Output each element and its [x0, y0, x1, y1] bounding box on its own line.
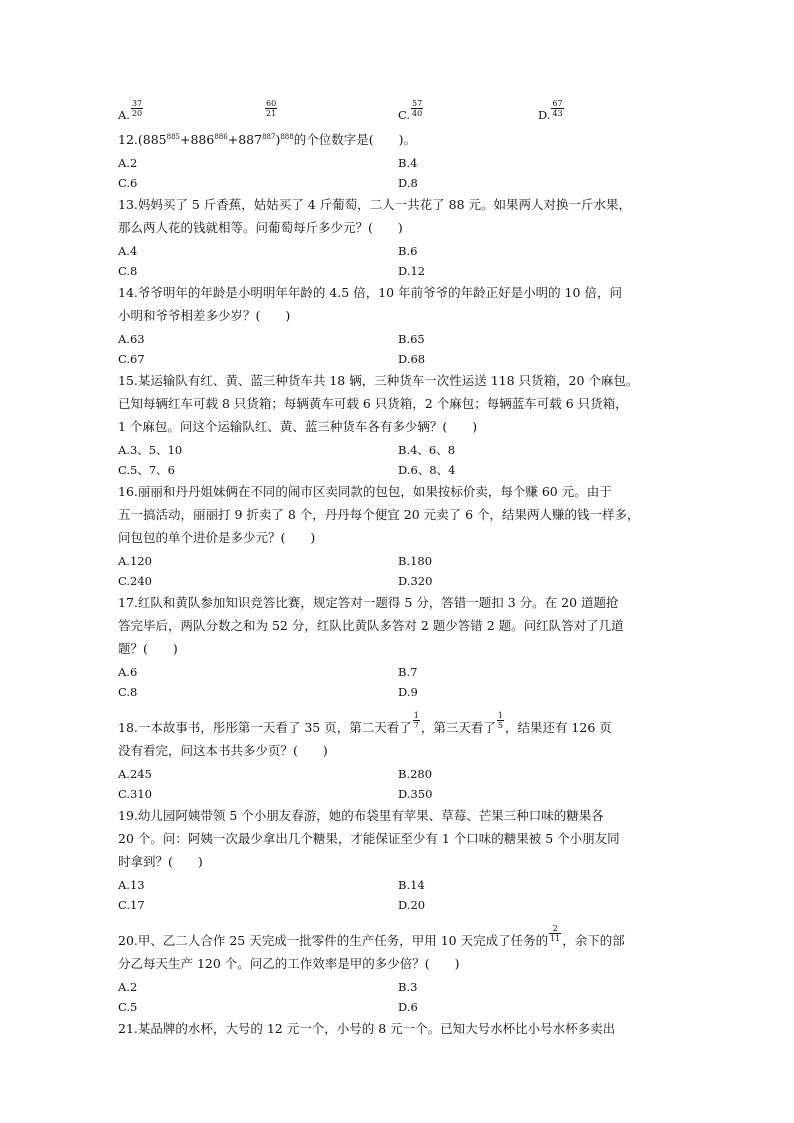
option: C.8 — [118, 685, 138, 700]
exponent: 887 — [262, 133, 276, 141]
option: C.6 — [118, 176, 138, 191]
option: D.9 — [398, 685, 418, 700]
option: A.245 — [118, 767, 152, 782]
question-line: 17.红队和黄队参加知识竞答比赛，规定答对一题得 5 分，答错一题扣 3 分。在 20 道题抢 — [118, 595, 619, 611]
question-19 — [118, 804, 688, 915]
option: A.4 — [118, 244, 138, 259]
option: B.7 — [398, 665, 418, 680]
option: B.6 — [398, 244, 418, 259]
denominator: 11 — [550, 934, 561, 944]
question-line: 题？( ) — [118, 641, 178, 657]
option: A.6 — [118, 665, 138, 680]
option: B.14 — [398, 878, 425, 893]
option: C.310 — [118, 787, 152, 802]
question-line: 15.某运输队有红、黄、蓝三种货车共 18 辆，三种货车一次性运送 118 只货箱，20 个麻包。 — [118, 373, 639, 389]
numerator: 37 — [131, 98, 143, 108]
q20-text: 20.甲、乙二人合作 25 天完成一批零件的生产任务，甲用 10 天完成了任务的 — [118, 933, 549, 949]
option: B.280 — [398, 767, 433, 782]
question-line — [118, 924, 688, 952]
fraction — [131, 99, 143, 118]
q11-option-d — [538, 98, 565, 126]
option: C.17 — [118, 898, 145, 913]
q18-text: ，结果还有 126 页 — [504, 720, 612, 736]
question-21 — [118, 1017, 688, 1040]
fraction — [411, 99, 423, 118]
numerator: 57 — [412, 98, 423, 108]
denominator: 7 — [413, 721, 419, 731]
fraction — [413, 711, 420, 730]
question-17 — [118, 591, 688, 702]
option: A.63 — [118, 332, 145, 347]
fraction — [497, 711, 504, 730]
question-12 — [118, 126, 688, 151]
option: D.12 — [398, 264, 426, 279]
option: C.5 — [118, 1000, 138, 1015]
option: B.180 — [398, 554, 433, 569]
fraction — [549, 924, 561, 943]
question-line: 分乙每天生产 120 个。问乙的工作效率是甲的多少倍？( ) — [118, 956, 460, 972]
option: D.20 — [398, 898, 426, 913]
option: D.320 — [398, 574, 433, 589]
q11-option-a — [118, 98, 264, 126]
denominator: 5 — [497, 721, 503, 731]
option: A.120 — [118, 554, 152, 569]
q12-text: +886 — [180, 132, 215, 148]
denominator: 20 — [131, 108, 143, 118]
q19-options — [118, 875, 688, 915]
question-line: 16.丽丽和丹丹姐妹俩在不同的闹市区卖同款的包包，如果按标价卖，每个赚 60 元。由于 — [118, 484, 612, 500]
question-line: 19.幼儿园阿姨带领 5 个小朋友春游，她的布袋里有苹果、草莓、芒果三种口味的糖果各 — [118, 808, 604, 824]
option: D.6 — [398, 1000, 418, 1015]
question-line: 已知每辆红车可载 8 只货箱；每辆黄车可载 6 只货箱，2 个麻包；每辆蓝车可载 6 只货箱， — [118, 396, 628, 412]
q20-text: ，余下的部 — [562, 933, 625, 949]
q13-options — [118, 241, 688, 281]
numerator: 60 — [266, 98, 277, 108]
option: C.8 — [118, 264, 138, 279]
q11-options — [118, 98, 688, 126]
option-letter: C. — [398, 108, 411, 122]
q12-text: 12.(885 — [118, 132, 167, 148]
q15-options — [118, 440, 688, 480]
question-line: 14.爷爷明年的年龄是小明明年年龄的 4.5 倍，10 年前爷爷的年龄正好是小明的 10 倍，问 — [118, 285, 622, 301]
option: C.67 — [118, 352, 145, 367]
question-20 — [118, 924, 688, 1017]
question-line: 1 个麻包。问这个运输队红、黄、蓝三种货车各有多少辆？( ) — [118, 419, 478, 435]
option: A.3、5、10 — [118, 443, 183, 458]
question-15 — [118, 369, 688, 480]
option: D.8 — [398, 176, 418, 191]
q17-options — [118, 662, 688, 702]
numerator: 1 — [497, 711, 503, 721]
q12-text: ) — [275, 132, 281, 148]
option: A.2 — [118, 156, 138, 171]
option: D.350 — [398, 787, 433, 802]
denominator: 40 — [412, 108, 423, 118]
question-13 — [118, 193, 688, 281]
question-line — [118, 711, 688, 739]
exponent: 886 — [214, 133, 228, 141]
q16-options — [118, 551, 688, 591]
fraction — [265, 99, 277, 118]
question-14 — [118, 281, 688, 369]
q12-text: 的个位数字是( )。 — [293, 132, 416, 148]
exam-page — [118, 96, 688, 1040]
q20-options — [118, 977, 688, 1017]
question-18 — [118, 711, 688, 804]
question-line: 那么两人花的钱就相等。问葡萄每斤多少元？( ) — [118, 220, 403, 236]
denominator: 21 — [266, 108, 277, 118]
option: B.3 — [398, 980, 418, 995]
question-line: 时拿到？( ) — [118, 854, 203, 870]
question-line: 问包包的单个进价是多少元？( ) — [118, 530, 316, 546]
question-line: 答完毕后，两队分数之和为 52 分，红队比黄队多答对 2 题少答错 2 题。问红队答对了几道 — [118, 618, 624, 634]
option: D.68 — [398, 352, 426, 367]
q11-option-c — [398, 98, 538, 126]
option-letter: D. — [538, 108, 551, 122]
question-line: 没有看完，问这本书共多少页？( ) — [118, 743, 328, 759]
option: B.4、6、8 — [398, 443, 456, 458]
question-line: 五一搞活动，丽丽打 9 折卖了 8 个，丹丹每个便宜 20 元卖了 6 个，结果两人赚的钱一样多， — [118, 507, 640, 523]
q18-options — [118, 764, 688, 804]
option: A.13 — [118, 878, 145, 893]
numerator: 67 — [552, 98, 563, 108]
exponent: 888 — [280, 133, 294, 141]
option: B.4 — [398, 156, 418, 171]
option: C.240 — [118, 574, 152, 589]
numerator: 2 — [549, 924, 561, 934]
question-line: 小明和爷爷相差多少岁？( ) — [118, 308, 291, 324]
q12-text: +887 — [227, 132, 263, 148]
exponent: 885 — [166, 133, 180, 141]
question-16 — [118, 480, 688, 591]
q18-text: 18.一本故事书，彤彤第一天看了 35 页，第二天看了 — [118, 720, 412, 736]
option: B.65 — [398, 332, 425, 347]
question-line: 20 个。问：阿姨一次最少拿出几个糖果，才能保证至少有 1 个口味的糖果被 5 个小朋友同 — [118, 831, 620, 847]
q14-options — [118, 329, 688, 369]
q11-option-b — [264, 98, 398, 126]
option-letter: A. — [118, 108, 130, 122]
question-line: 21.某品牌的水杯，大号的 12 元一个，小号的 8 元一个。已知大号水杯比小号水杯多卖出 — [118, 1021, 616, 1037]
question-line: 13.妈妈买了 5 斤香蕉，姑姑买了 4 斤葡萄，二人一共花了 88 元。如果两人对换一斤水果， — [118, 197, 632, 213]
option: C.5、7、6 — [118, 463, 175, 478]
option: D.6、8、4 — [398, 463, 456, 478]
numerator: 1 — [413, 711, 419, 721]
denominator: 43 — [552, 108, 563, 118]
fraction — [551, 99, 563, 118]
q18-text: ，第三天看了 — [420, 720, 496, 736]
option: A.2 — [118, 980, 138, 995]
q12-options — [118, 153, 688, 193]
